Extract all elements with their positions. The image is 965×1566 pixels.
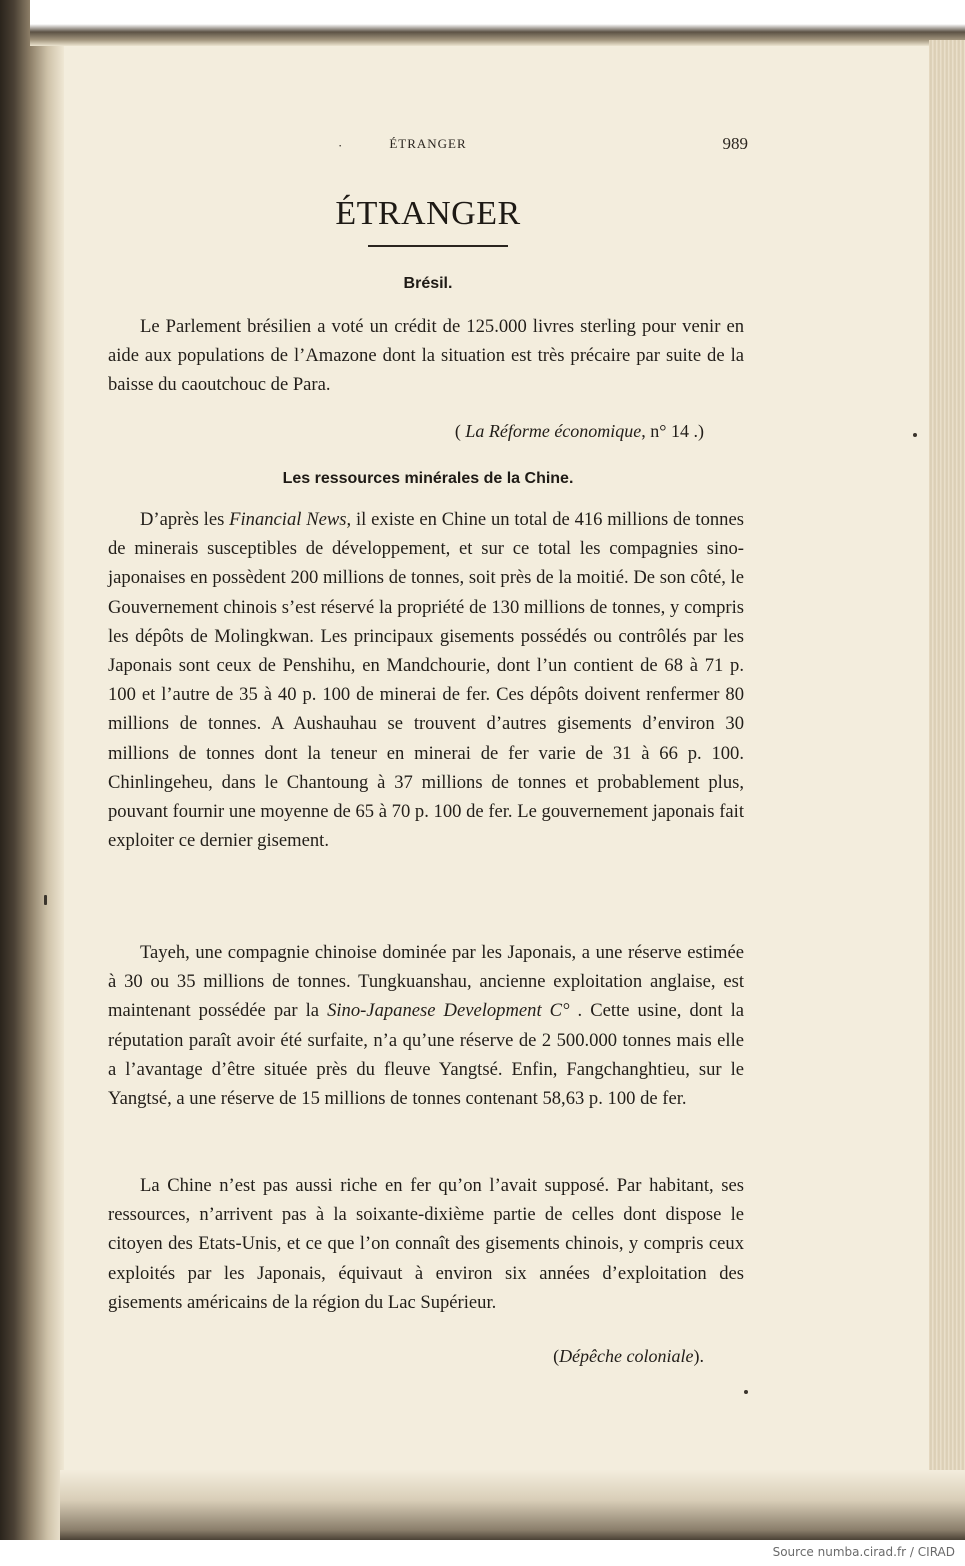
binding-mark <box>44 895 47 905</box>
page-title: ÉTRANGER <box>335 195 521 232</box>
p1-rest: , il existe en Chine un total de 416 millions de tonnes de minerais susceptibles de développement, et sur ce total les compagnies sino-japonaises en possèdent 200 millions de tonnes, soit près de la moitié. De son côté, le Gouvernement chinois s’est réservé la propriété de 130 millions de tonnes, y compris les dépôts de Molingkwan. Les principaux gisements possédés ou contrôlés par les Japonais sont ceux de Penshihu, en Mandchourie, dont l’un contient de 68 à 71 p. 100 et l’autre de 35 à 40 p. 100 de minerai de fer. Ces dépôts doivent renfermer 80 millions de tonnes. A Aushauhau se trouvent d’autres gisements d’environ 30 millions de tonnes dont la teneur en minerai de fer varie de 31 à 66 p. 100. Chinlingeheu, dans le Chantoung à 37 millions de tonnes et probablement plus, pouvant fournir une moyenne de 65 à 70 p. 100 de fer. Le gouvernement japonais fait exploiter ce dernier gisement. <box>108 509 744 852</box>
book-spine <box>0 0 64 1540</box>
paragraph-chine-1 <box>108 505 744 855</box>
p2-company: Sino-Japanese Development C° <box>327 1000 570 1022</box>
image-source-credit: Source numba.cirad.fr / CIRAD <box>772 1545 955 1559</box>
running-head-title: ÉTRANGER <box>389 136 467 151</box>
paragraph-chine-2 <box>108 938 744 1113</box>
title-underline <box>368 245 508 247</box>
page-top-edge <box>30 0 965 46</box>
citation-chine-open: ( <box>553 1346 560 1366</box>
citation-bresil <box>108 421 704 442</box>
p2-rest: . Cette usine, dont la réputation paraît avoir été surfaite, n’a qu’une réserve de 2 500.000 tonnes mais elle a l’avantage d’être située près du fleuve Yangtsé. Enfin, Fangchanghtieu, sur le Yangtsé, a une réserve de 15 millions de tonnes contenant 58,63 p. 100 de fer. <box>108 1000 744 1110</box>
page-number: 989 <box>722 134 748 153</box>
citation-chine-close: ). <box>693 1346 704 1366</box>
page-fore-edge <box>929 40 965 1490</box>
p1-start: D’après les <box>140 509 230 530</box>
section-heading-bresil: Brésil. <box>403 275 453 292</box>
citation-bresil-open: ( <box>454 421 466 441</box>
paragraph-chine-3: La Chine n’est pas aussi riche en fer qu’on l’avait supposé. Par habitant, ses ressources, n’arrivent pas à la soixante-dixième partie de celles dont dispose le citoyen des Etats-Unis, et ce que l’on connaît des gisements chinois, y compris ceux exploités par les Japonais, équivaut à environ six années d’exploitation des gisements américains de la région du Lac Supérieur. <box>108 1175 744 1313</box>
paper-speck <box>744 1390 748 1394</box>
p2-start: Tayeh, une compagnie chinoise dominée par les Japonais, a une réserve estimée à 30 ou 35 millions de tonnes. Tungkuanshau, ancienne exploitation anglaise, est maintenant possédée par la <box>108 942 744 1022</box>
section-heading-chine: Les ressources minérales de la Chine. <box>282 470 574 487</box>
header-dot: · <box>338 138 343 153</box>
running-header <box>108 134 748 156</box>
p1-source: Financial News <box>229 509 347 530</box>
citation-bresil-rest: , n° 14 .) <box>641 421 704 441</box>
citation-chine-title: Dépêche coloniale <box>559 1346 694 1366</box>
page-bottom-edge <box>60 1470 965 1540</box>
citation-bresil-title: La Réforme économique <box>465 421 642 441</box>
paragraph-bresil: Le Parlement brésilien a voté un crédit de 125.000 livres sterling pour venir en aide aux populations de l’Amazone dont la situation est très précaire par suite de la baisse du caoutchouc de Para. <box>108 316 744 396</box>
paper-speck <box>913 433 917 437</box>
citation-chine <box>108 1346 704 1367</box>
